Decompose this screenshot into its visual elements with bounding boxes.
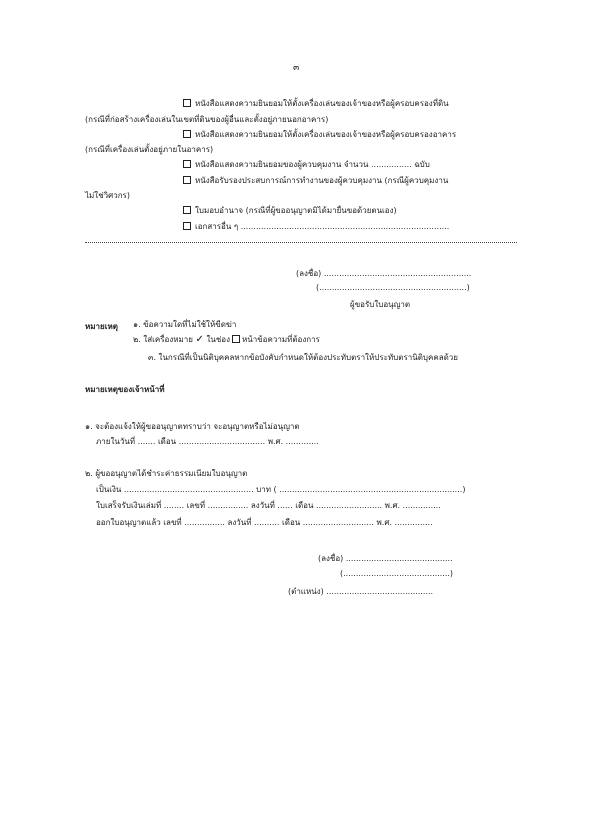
checkbox-icon (232, 335, 240, 343)
officer-p2-line2: เป็นเงิน ................................................... บาท ( ........................................................................) (96, 485, 466, 494)
officer-p1-line1: ๑. จะต้องแจ้งให้ผู้ขออนุญาตทราบว่า จะอนุญาตหรือไม่อนุญาต (85, 422, 300, 431)
attachment-note: ไม่ใช่วิศวกร) (85, 191, 130, 200)
attachment-label: หนังสือแสดงความยินยอมให้ตั้งเครื่องเล่นของเจ้าของหรือผู้ครอบครองอาคาร (195, 130, 457, 139)
attachment-label: หนังสือแสดงความยินยอมของผู้ควบคุมงาน จำนวน ................ ฉบับ (195, 160, 430, 169)
attachment-4 (183, 174, 448, 187)
attachment-label: ใบมอบอำนาจ (กรณีที่ผู้ขออนุญาตมิได้มายื่นขอด้วยตนเอง) (195, 206, 397, 215)
attachment-1 (183, 97, 449, 110)
remarks-item-3: ๓. ในกรณีที่เป็นนิติบุคคลหากข้อบังคับกำหนดให้ต้องประทับตราให้ประทับตรานิติบุคคลด้วย (148, 353, 458, 362)
officer-p2-line4: ออกใบอนุญาตแล้ว เลขที่ ................ ลงวันที่ .......... เดือน ............................ พ.ศ. ............... (96, 518, 433, 527)
attachment-6 (183, 220, 449, 233)
remarks-item-2-prefix: ๒. ใส่เครื่องหมาย (133, 335, 193, 344)
attachment-note: (กรณีที่เครื่องเล่นตั้งอยู่ภายในอาคาร) (85, 145, 214, 154)
applicant-name-line: (..........................................................) (316, 283, 470, 292)
dotted-divider (85, 242, 517, 243)
checkbox-icon[interactable] (183, 160, 191, 168)
officer-sign-label: (ลงชื่อ) .......................................... (318, 554, 453, 563)
attachment-label: เอกสารอื่น ๆ .................................................................................. (195, 222, 450, 231)
checkbox-icon[interactable] (183, 99, 191, 107)
attachment-3 (183, 158, 430, 171)
applicant-sign-label: (ลงชื่อ) .......................................................... (296, 269, 472, 278)
checkbox-icon[interactable] (183, 206, 191, 214)
officer-name-line: (..........................................) (340, 569, 454, 578)
officer-position: (ตำแหน่ง) .......................................... (288, 587, 434, 596)
remarks-item-2-suffix: หน้าข้อความที่ต้องการ (241, 335, 320, 344)
officer-p1-line2: ภายในวันที่ ....... เดือน .................................. พ.ศ. ............. (96, 437, 319, 446)
attachment-label: หนังสือรับรองประสบการณ์การทำงานของผู้ควบคุมงาน (กรณีผู้ควบคุมงาน (195, 176, 449, 185)
remarks-title: หมายเหตุ (85, 322, 118, 331)
checkbox-icon[interactable] (183, 176, 191, 184)
attachment-2 (183, 128, 456, 141)
checkbox-icon[interactable] (183, 222, 191, 230)
checkmark-icon: ✓ (195, 334, 204, 345)
attachment-5 (183, 204, 397, 217)
page-number: ๓ (293, 63, 300, 73)
attachment-note: (กรณีที่ก่อสร้างเครื่องเล่นในเขตที่ดินของผู้อื่นและตั้งอยู่ภายนอกอาคาร) (85, 115, 329, 124)
checkbox-icon[interactable] (183, 130, 191, 138)
remarks-item-1: ๑. ข้อความใดที่ไม่ใช้ให้ขีดฆ่า (133, 320, 237, 329)
remarks-item-2 (133, 333, 320, 346)
applicant-role: ผู้ขอรับใบอนุญาต (350, 300, 411, 309)
officer-p2-line3: ใบเสร็จรับเงินเล่มที่ ........ เลขที่ ................ ลงวันที่ ...... เดือน .......................... พ.ศ. ............... (96, 501, 441, 510)
attachment-label: หนังสือแสดงความยินยอมให้ตั้งเครื่องเล่นของเจ้าของหรือผู้ครอบครองที่ดิน (195, 99, 449, 108)
remarks-item-2-mid: ในช่อง (206, 335, 230, 344)
officer-p2-line1: ๒. ผู้ขออนุญาตได้ชำระค่าธรรมเนียมใบอนุญาต (85, 469, 248, 478)
officer-title: หมายเหตุของเจ้าหน้าที่ (85, 385, 165, 394)
